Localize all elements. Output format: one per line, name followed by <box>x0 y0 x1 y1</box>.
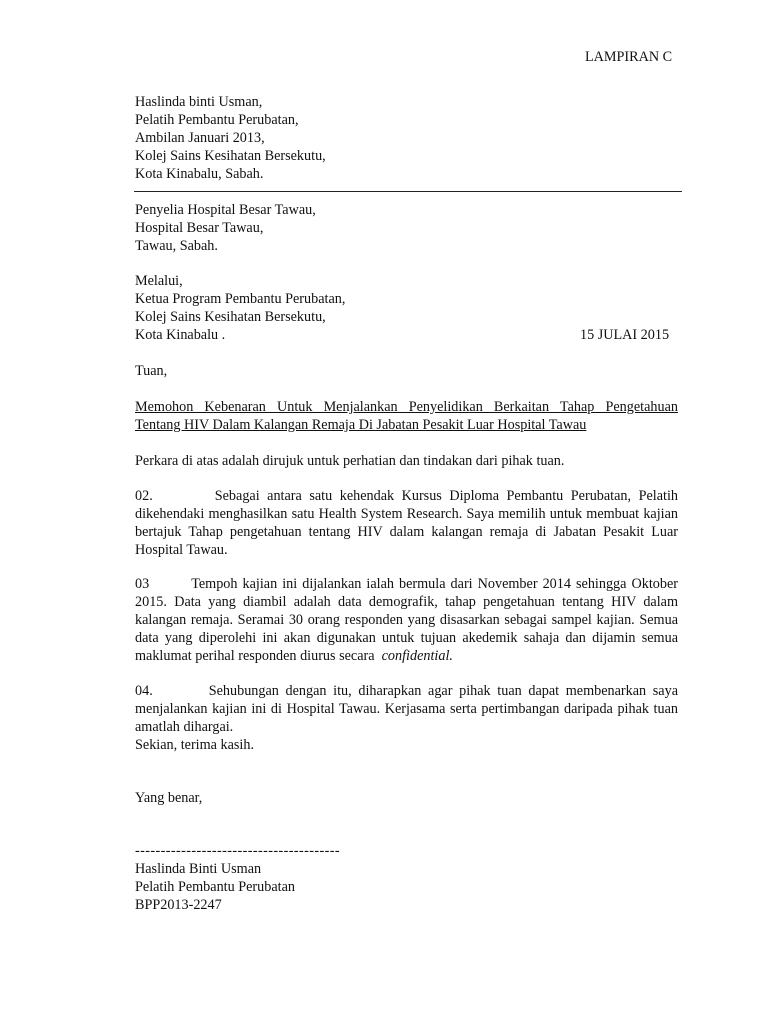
recipient-line: Tawau, Sabah. <box>135 238 218 254</box>
via-line: Kolej Sains Kesihatan Bersekutu, <box>135 309 326 325</box>
recipient-address <box>135 201 316 255</box>
confidential-word: confidential. <box>381 648 453 664</box>
sender-address <box>135 93 326 183</box>
paragraph-3 <box>135 575 678 665</box>
address-divider <box>134 191 682 192</box>
paragraph-text: Tempoh kajian ini dijalankan ialah bermula dari November 2014 sehingga Oktober 2015. Data yang diambil adalah data demografik, tahap pengetahuan tentang HIV dalam kalangan remaja. Seramai 30 orang responden yang disasarkan sebagai sampel kajian. Semua data yang diperolehi ini akan digunakan untuk tujuan akedemik sahaja dan dijamin semua maklumat perihal responden diurus secara <box>135 576 678 664</box>
signer-name: Haslinda Binti Usman <box>135 861 262 877</box>
subject-heading <box>135 398 678 434</box>
paragraph-text: Sebagai antara satu kehendak Kursus Diploma Pembantu Perubatan, Pelatih dikehendaki menghasilkan satu Health System Research. Saya memilih untuk membuat kajian bertajuk Tahap pengetahuan tentang HIV dalam kalangan remaja di Jabatan Pesakit Luar Hospital Tawau. <box>135 488 678 558</box>
paragraph-number: 02. <box>135 488 153 504</box>
via-line: Kota Kinabalu . <box>135 327 226 343</box>
salutation: Tuan, <box>135 363 168 379</box>
subject-line: Memohon Kebenaran Untuk Menjalankan Penyelidikan Berkaitan Tahap Pengetahuan <box>135 399 678 415</box>
signature-line: ---------------------------------------- <box>135 843 340 859</box>
via-line: Ketua Program Pembantu Perubatan, <box>135 291 346 307</box>
paragraph-1: Perkara di atas adalah dirujuk untuk perhatian dan tindakan dari pihak tuan. <box>135 453 565 469</box>
annex-label: LAMPIRAN C <box>585 49 673 65</box>
signer-id: BPP2013-2247 <box>135 897 222 913</box>
sender-line: Haslinda binti Usman, <box>135 94 263 110</box>
signer-title: Pelatih Pembantu Perubatan <box>135 879 295 895</box>
paragraph-text: Sehubungan dengan itu, diharapkan agar pihak tuan dapat membenarkan saya menjalankan kajian ini di Hospital Tawau. Kerjasama serta pertimbangan daripada pihak tuan amatlah dihargai. <box>135 683 678 735</box>
via-address <box>135 272 345 344</box>
subject-line: Tentang HIV Dalam Kalangan Remaja Di Jabatan Pesakit Luar Hospital Tawau <box>135 417 587 433</box>
complimentary-close: Yang benar, <box>135 790 203 806</box>
sender-line: Pelatih Pembantu Perubatan, <box>135 112 299 128</box>
paragraph-number: 04. <box>135 683 153 699</box>
signature-block <box>135 842 340 914</box>
closing-thanks: Sekian, terima kasih. <box>135 737 254 753</box>
sender-line: Kota Kinabalu, Sabah. <box>135 166 264 182</box>
sender-line: Kolej Sains Kesihatan Bersekutu, <box>135 148 326 164</box>
paragraph-number: 03 <box>135 576 150 592</box>
via-line: Melalui, <box>135 273 183 289</box>
paragraph-2 <box>135 487 678 559</box>
recipient-line: Hospital Besar Tawau, <box>135 220 264 236</box>
letter-date: 15 JULAI 2015 <box>580 327 670 343</box>
recipient-line: Penyelia Hospital Besar Tawau, <box>135 202 316 218</box>
paragraph-4 <box>135 682 678 754</box>
sender-line: Ambilan Januari 2013, <box>135 130 265 146</box>
